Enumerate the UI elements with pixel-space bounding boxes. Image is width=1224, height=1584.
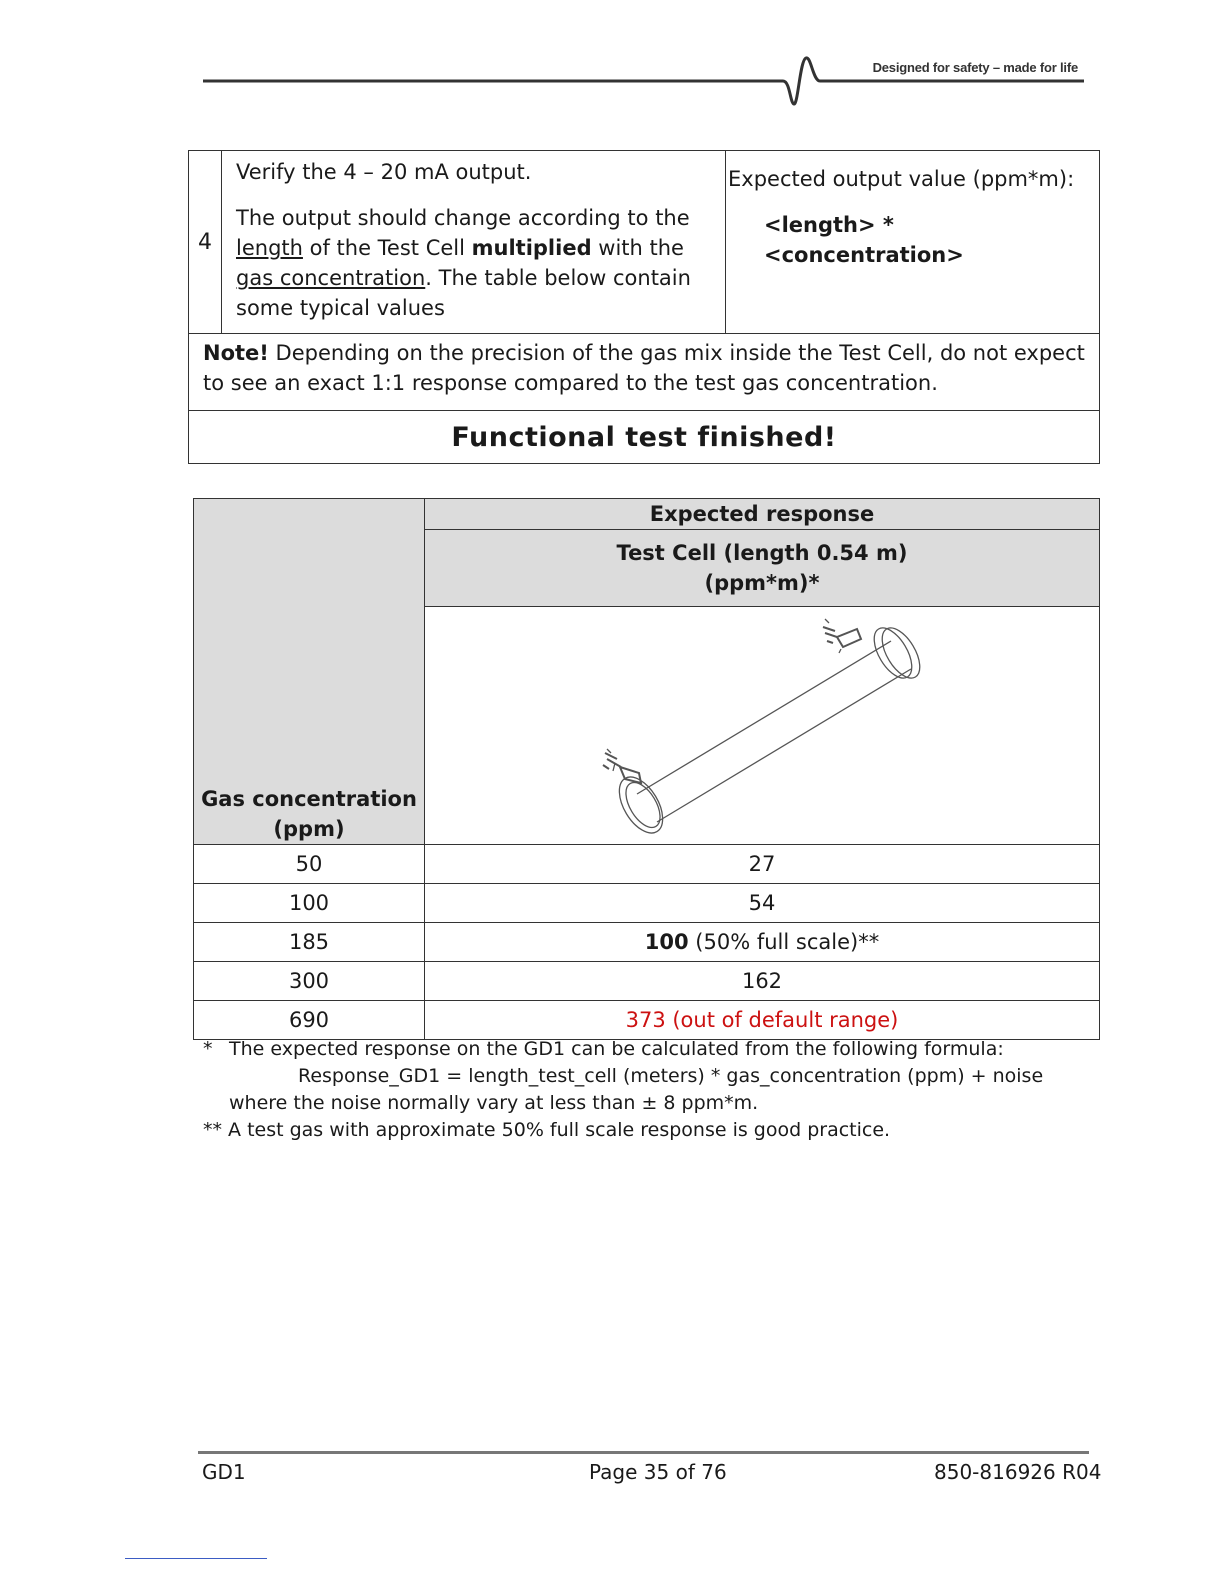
header-wave-line [200, 50, 1088, 110]
expected-output-cell [726, 151, 1100, 334]
footnote-noise: where the noise normally vary at less than ± 8 ppm*m. [229, 1092, 759, 1114]
step-title: Verify the 4 – 20 mA output. [236, 160, 532, 184]
expected-response-table [193, 498, 1100, 1040]
page-header [200, 50, 1088, 110]
footnotes [203, 1036, 1083, 1144]
expected-output-label: Expected output value (ppm*m): [728, 167, 1075, 191]
test-cell-header: Test Cell (length 0.54 m) (ppm*m)* [425, 530, 1100, 607]
note-text: Depending on the precision of the gas mix inside the Test Cell, do not expect to see an exact 1:1 response compared to the test gas concentration. [203, 341, 1085, 395]
footer-product: GD1 [202, 1460, 246, 1484]
response-cell-out-of-range: 373 (out of default range) [425, 1001, 1100, 1040]
concentration-cell: 300 [194, 962, 425, 1001]
step-description: The output should change according to the length of the Test Cell multiplied with the gas concentration. The table below contain some typical values [236, 206, 691, 320]
concentration-cell: 100 [194, 884, 425, 923]
response-cell: 162 [425, 962, 1100, 1001]
concentration-cell: 50 [194, 845, 425, 884]
expected-output-formula: <length> * <concentration> [764, 213, 964, 267]
footnote-formula: Response_GD1 = length_test_cell (meters) * gas_concentration (ppm) + noise [298, 1065, 1044, 1087]
step-instruction [222, 151, 726, 334]
response-cell: 27 [425, 845, 1100, 884]
header-tagline: Designed for safety – made for life [872, 60, 1078, 75]
footer-divider [198, 1451, 1089, 1454]
note-cell [189, 334, 1100, 411]
test-cell-illustration [425, 607, 1100, 839]
functional-test-finished: Functional test finished! [189, 411, 1100, 464]
expected-response-header: Expected response [425, 499, 1100, 530]
footnote-double-star: ** A test gas with approximate 50% full scale response is good practice. [203, 1119, 891, 1141]
concentration-cell: 185 [194, 923, 425, 962]
bottom-rule [125, 1558, 267, 1559]
note-label: Note! [203, 341, 269, 365]
footer-doc-number: 850-816926 R04 [934, 1460, 1102, 1484]
response-cell: 100 (50% full scale)** [425, 923, 1100, 962]
footer-page-number: Page 35 of 76 [589, 1460, 727, 1484]
response-cell: 54 [425, 884, 1100, 923]
footnote-star: * The expected response on the GD1 can be calculated from the following formula: [203, 1038, 1004, 1060]
step-number: 4 [189, 151, 222, 334]
concentration-cell: 690 [194, 1001, 425, 1040]
gas-concentration-header: Gas concentration (ppm) [194, 499, 425, 845]
test-cell-image-cell [425, 607, 1100, 845]
step-table [188, 150, 1100, 464]
